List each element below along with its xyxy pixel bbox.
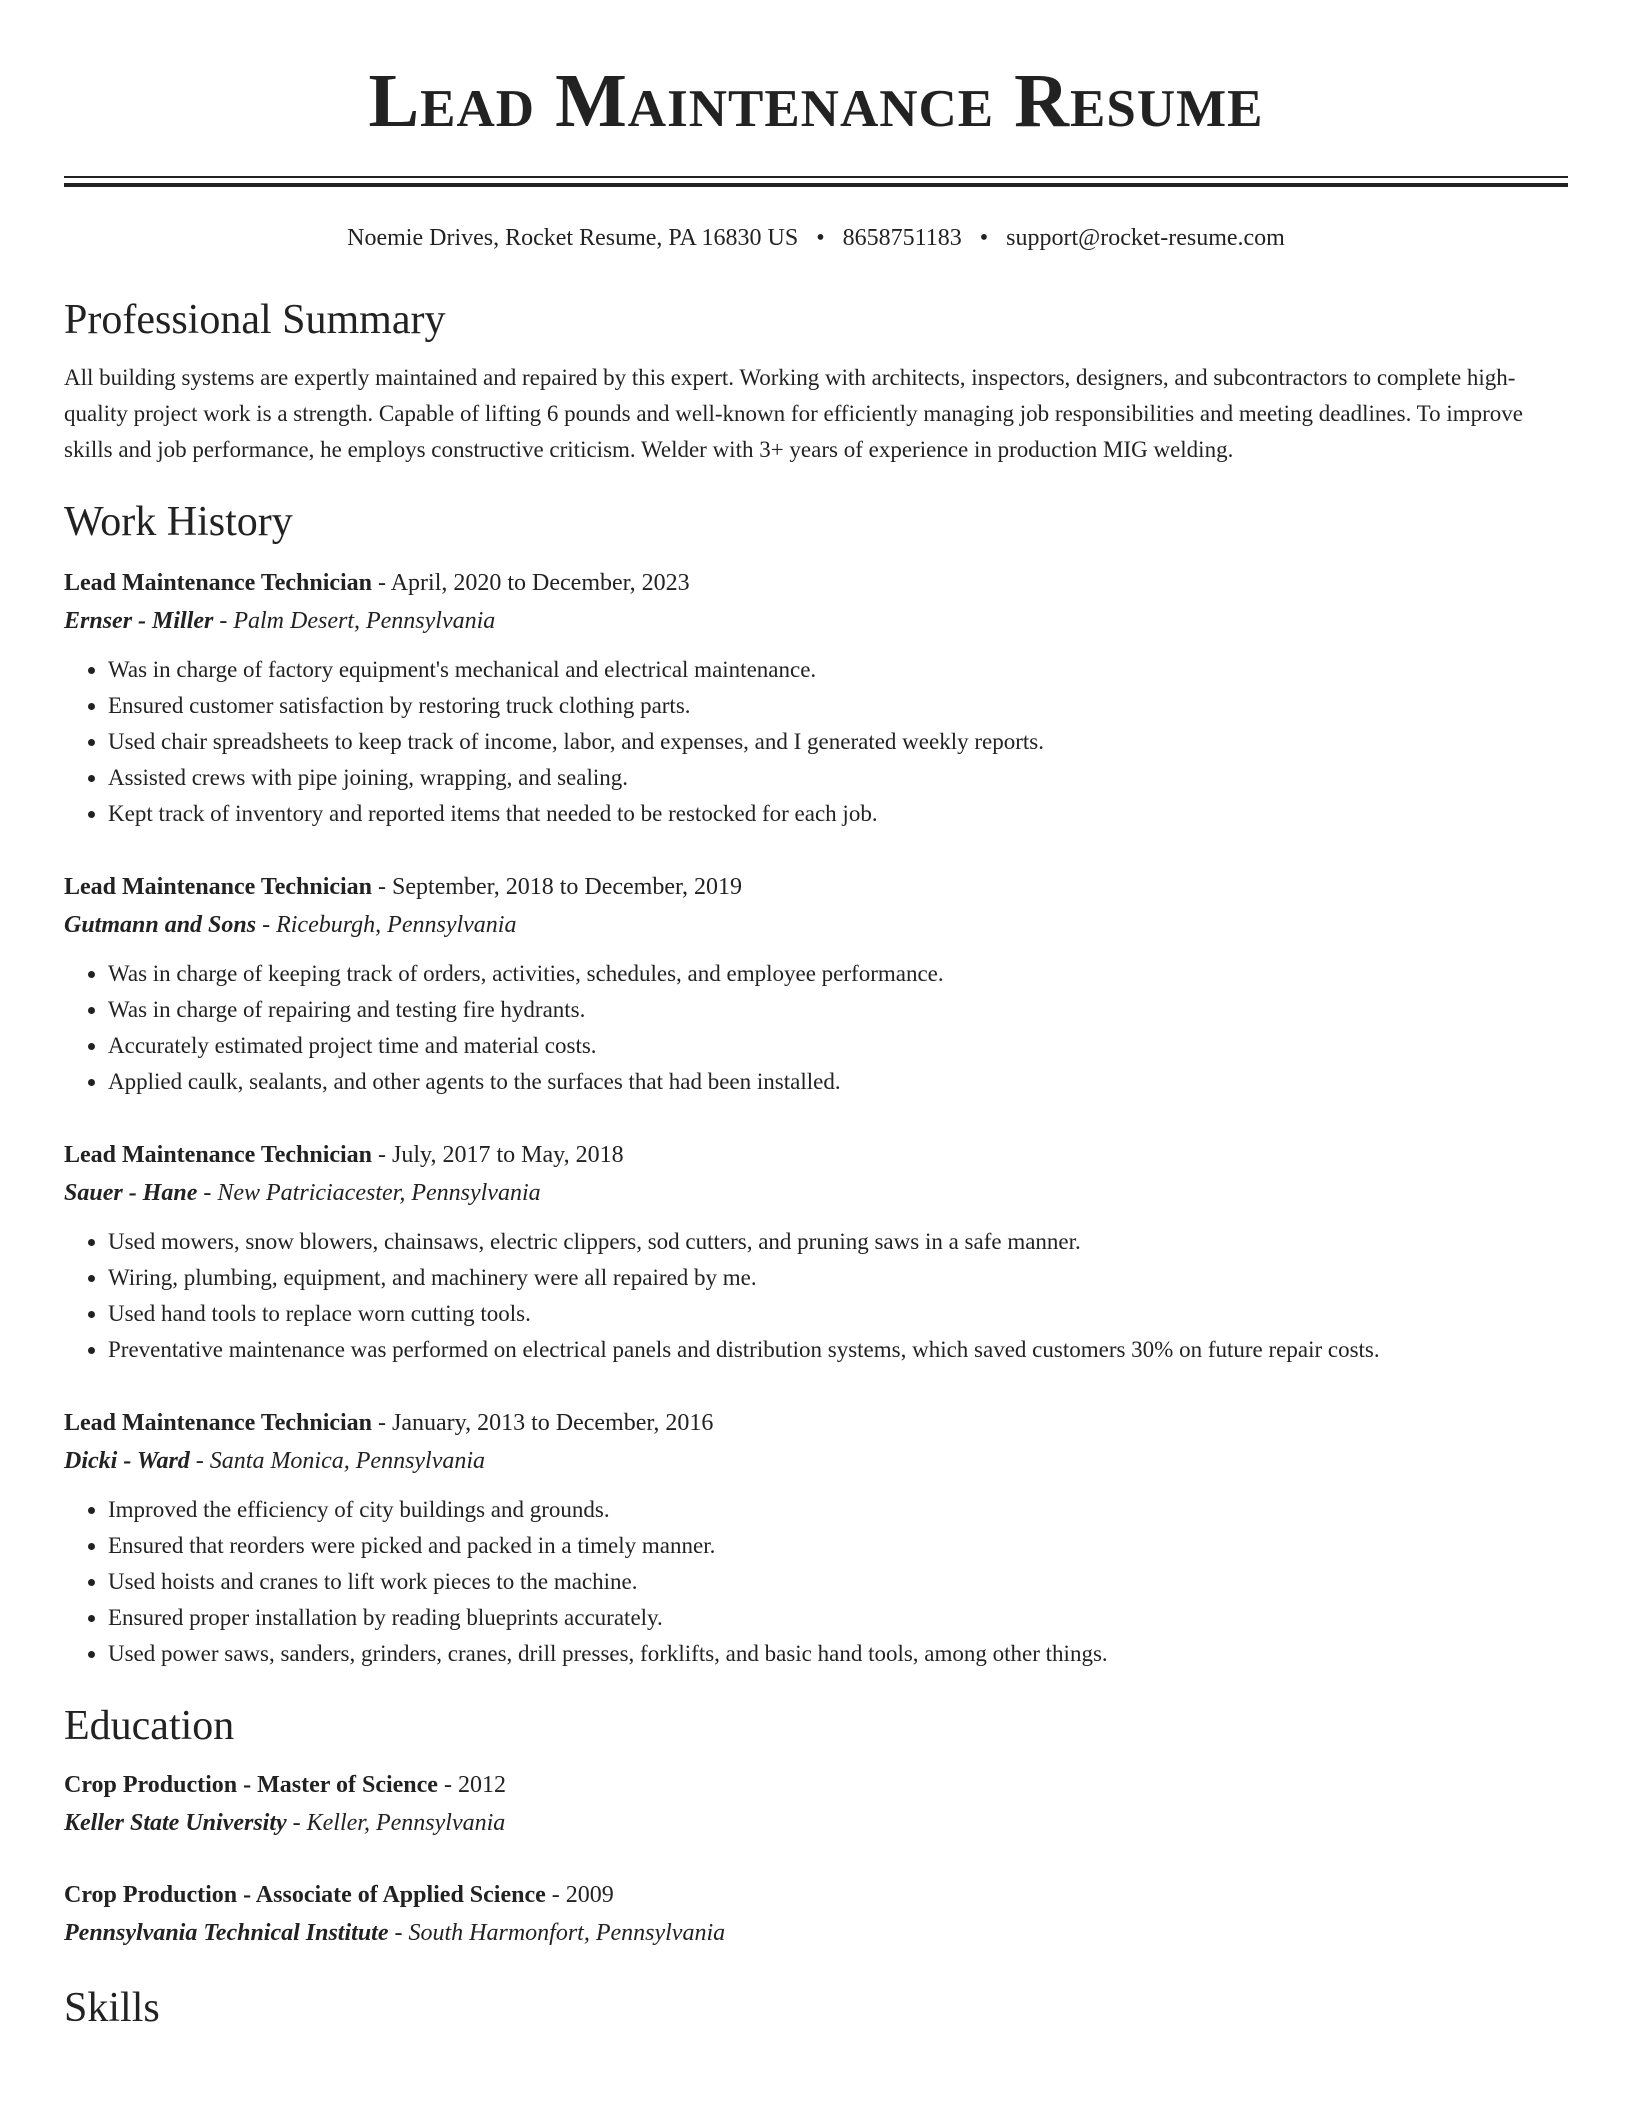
- job-title-line: [64, 1136, 1568, 1174]
- school-name: Keller State University: [64, 1810, 287, 1836]
- employer-location: - Palm Desert, Pennsylvania: [213, 608, 496, 634]
- job-duties-list: [64, 956, 1568, 1100]
- job-duty: • Assisted crews with pipe joining, wrapping, and sealing.: [108, 760, 1568, 796]
- job-entry: [64, 868, 1568, 1100]
- employer-location: - Santa Monica, Pennsylvania: [189, 1448, 486, 1474]
- summary-text: All building systems are expertly maintained and repaired by this expert. Working with architects, inspectors, designers, and subcontractors to complete high-quality project work is a strength. Capable of lifting 6 pounds and well-known for efficiently managing job responsibilities and meeting deadlines. To improve skills and job performance, he employs constructive criticism. Welder with 3+ years of experience in production MIG welding.: [64, 365, 1524, 462]
- job-title-line: [64, 868, 1568, 906]
- employer-name: Gutmann and Sons: [64, 912, 257, 938]
- title-rule-thick: [64, 183, 1568, 187]
- degree-line: [64, 1766, 1568, 1804]
- job-duties-list: [64, 652, 1568, 832]
- skills-heading: Skills: [64, 1985, 160, 2031]
- degree-name: Crop Production - Associate of Applied Science: [64, 1882, 546, 1908]
- title-double-rule: [64, 176, 1568, 188]
- school-location: - Keller, Pennsylvania: [286, 1810, 506, 1836]
- job-duty: • Preventative maintenance was performed on electrical panels and distribution systems, which saved customers 30% on future repair costs.: [108, 1332, 1568, 1368]
- job-title: Lead Maintenance Technician: [64, 570, 373, 596]
- employer-name: Ernser - Miller: [64, 608, 214, 634]
- job-entry: [64, 1404, 1568, 1672]
- employer-location: - Riceburgh, Pennsylvania: [256, 912, 517, 938]
- job-entry: [64, 1136, 1568, 1368]
- title-rule-thin: [64, 176, 1568, 178]
- job-title-line: [64, 1404, 1568, 1442]
- degree-year: - 2009: [545, 1882, 614, 1908]
- job-duty: • Used power saws, sanders, grinders, cranes, drill presses, forklifts, and basic hand tools, among other things.: [108, 1636, 1568, 1672]
- job-duty: • Ensured customer satisfaction by restoring truck clothing parts.: [108, 688, 1568, 724]
- work-history-heading: Work History: [64, 499, 293, 545]
- employer-line: [64, 602, 1568, 640]
- education-entry: [64, 1766, 1568, 1842]
- job-duty: • Used chair spreadsheets to keep track of income, labor, and expenses, and I generated weekly reports.: [108, 724, 1568, 760]
- school-location: - South Harmonfort, Pennsylvania: [388, 1920, 726, 1946]
- job-duty: • Wiring, plumbing, equipment, and machinery were all repaired by me.: [108, 1260, 1568, 1296]
- job-dates: - April, 2020 to December, 2023: [372, 570, 690, 596]
- job-duty: • Used mowers, snow blowers, chainsaws, electric clippers, sod cutters, and pruning saws in a safe manner.: [108, 1224, 1568, 1260]
- job-duty: • Applied caulk, sealants, and other agents to the surfaces that had been installed.: [108, 1064, 1568, 1100]
- school-name: Pennsylvania Technical Institute: [64, 1920, 389, 1946]
- job-title: Lead Maintenance Technician: [64, 1142, 373, 1168]
- education-heading: Education: [64, 1703, 235, 1749]
- job-duty: • Ensured proper installation by reading blueprints accurately.: [108, 1600, 1568, 1636]
- job-duty: • Was in charge of repairing and testing fire hydrants.: [108, 992, 1568, 1028]
- contact-line: [64, 222, 1568, 254]
- job-duty: • Was in charge of factory equipment's mechanical and electrical maintenance.: [108, 652, 1568, 688]
- job-duty: • Improved the efficiency of city buildings and grounds.: [108, 1492, 1568, 1528]
- employer-name: Dicki - Ward: [64, 1448, 190, 1474]
- school-line: [64, 1804, 1568, 1842]
- job-entry: [64, 564, 1568, 832]
- job-duty: • Used hoists and cranes to lift work pieces to the machine.: [108, 1564, 1568, 1600]
- school-line: [64, 1914, 1568, 1952]
- job-title: Lead Maintenance Technician: [64, 1410, 373, 1436]
- contact-address: Noemie Drives, Rocket Resume, PA 16830 US: [347, 225, 799, 251]
- degree-line: [64, 1876, 1568, 1914]
- education-entry: [64, 1876, 1568, 1952]
- job-duty: • Kept track of inventory and reported items that needed to be restocked for each job.: [108, 796, 1568, 832]
- employer-name: Sauer - Hane: [64, 1180, 198, 1206]
- job-duties-list: [64, 1224, 1568, 1368]
- job-duty: • Ensured that reorders were picked and packed in a timely manner.: [108, 1528, 1568, 1564]
- job-duties-list: [64, 1492, 1568, 1672]
- job-title: Lead Maintenance Technician: [64, 874, 373, 900]
- job-title-line: [64, 564, 1568, 602]
- employer-line: [64, 1174, 1568, 1212]
- job-duty: • Used hand tools to replace worn cutting tools.: [108, 1296, 1568, 1332]
- contact-phone: 8658751183: [842, 225, 962, 251]
- degree-year: - 2012: [437, 1772, 506, 1798]
- employer-location: - New Patriciacester, Pennsylvania: [197, 1180, 541, 1206]
- job-dates: - January, 2013 to December, 2016: [372, 1410, 714, 1436]
- job-dates: - September, 2018 to December, 2019: [372, 874, 743, 900]
- resume-title: Lead Maintenance Resume: [368, 59, 1264, 143]
- contact-email[interactable]: support@rocket-resume.com: [1006, 225, 1285, 251]
- degree-name: Crop Production - Master of Science: [64, 1772, 438, 1798]
- employer-line: [64, 906, 1568, 944]
- job-duty: • Accurately estimated project time and material costs.: [108, 1028, 1568, 1064]
- employer-line: [64, 1442, 1568, 1480]
- job-dates: - July, 2017 to May, 2018: [372, 1142, 624, 1168]
- job-duty: • Was in charge of keeping track of orders, activities, schedules, and employee performance.: [108, 956, 1568, 992]
- contact-separator: •: [816, 225, 825, 251]
- summary-heading: Professional Summary: [64, 297, 446, 343]
- contact-separator: •: [979, 225, 989, 251]
